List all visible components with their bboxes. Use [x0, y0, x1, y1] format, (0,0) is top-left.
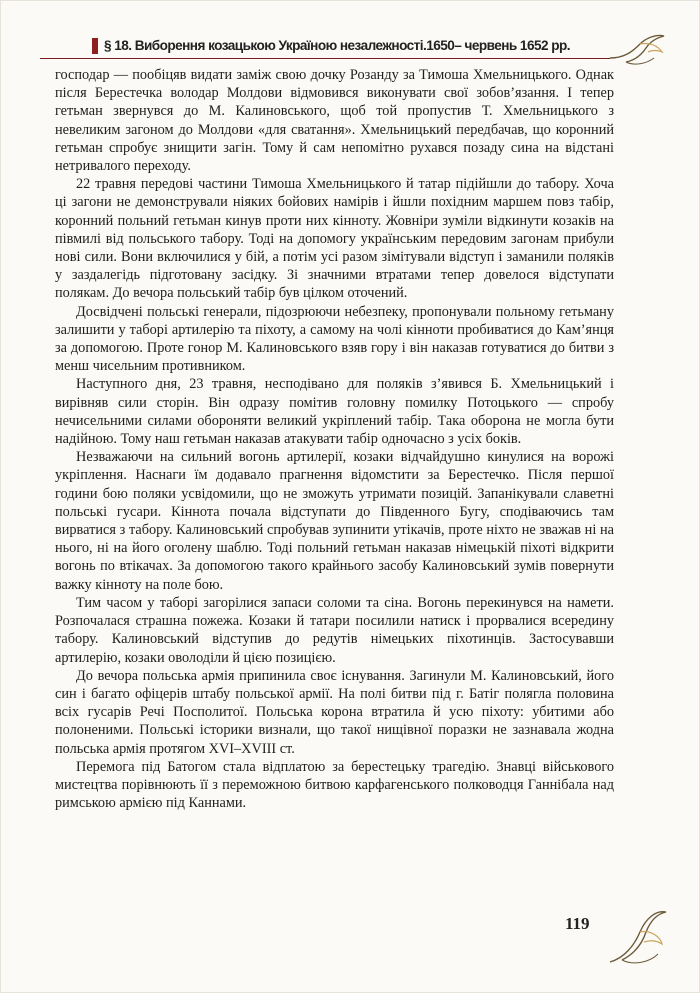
page-number: 119	[565, 914, 590, 933]
paragraph: Перемога під Батогом стала відплатою за берестецьку трагедію. Знавці військового мистецтва порівнюють її з переможною битвою карфагенського полководця Ганнібала над римською армією під Каннами.	[55, 758, 614, 812]
ornament-flourish-icon	[590, 900, 670, 970]
paragraph: 22 травня передові частини Тимоша Хмельницького й татар підійшли до табору. Хоча ці загони не демонстрували ніяких бойових намірів і йшли похідним маршем повз табір, коронний польний гетьман кинув проти них кінноту. Жовніри зуміли відкинути козаків на півмилі від польського табору. Тоді на допомогу українським передовим загонам прибули нові сили. Вони включилися у бій, а потім усі разом зімітували відступ і заманили поляків у заздалегідь підготовану засідку. Зі значними втратами тепер довелося відступати полякам. До вечора польський табір був цілком оточений.	[55, 176, 614, 302]
paragraph: Тим часом у таборі загорілися запаси соломи та сіна. Вогонь перекинувся на намети. Розпочалася страшна пожежа. Козаки й татари посилили натиск і прорвалися всередину табору. Калиновський відступив до редутів німецьких піхотинців. Застосувавши артилерію, козаки оволоділи й цією позицією.	[55, 594, 614, 666]
header-accent-bar	[92, 38, 98, 54]
body-text	[55, 66, 614, 812]
paragraph: До вечора польська армія припинила своє існування. Загинули М. Калиновський, його син і багато офіцерів штабу польської армії. На полі битви під г. Батіг полягла половина всіх гусарів Речі Посполитої. Польська корона втратила й усю піхоту: убитими або полоненими. Польські історики визнали, що такої нищівної поразки не зазнавала жодна польська армія протягом XVI–XVIII ст.	[55, 667, 614, 757]
paragraph: Досвідчені польські генерали, підозрюючи небезпеку, пропонували польному гетьману залишити у таборі артилерію та піхоту, а самому на чолі кінноти пробиватися до Кам’янця за допомогою. Проте гонор М. Калиновського взяв гору і він наказав готуватися до битви з менш чисельним противником.	[55, 303, 614, 375]
paragraph: Незважаючи на сильний вогонь артилерії, козаки відчайдушно кинулися на ворожі укріплення. Наснаги їм додавало прагнення відомстити за Берестечко. Після першої години бою поляки усвідомили, що не зможуть утримати позицій. Запанікували славетні польські гусари. Кіннота почала відступати до Південного Бугу, сподіваючись там вирватися з табору. Калиновський спробував зупинити утікачів, проте ніхто не зважав ні на нього, ні на його оголену шаблю. Тоді польний гетьман наказав німецькій піхоті відкрити вогонь по втікачах. За допомогою такого крайнього засобу Калиновський зумів повернути важку кінноту на поле бою.	[55, 449, 614, 593]
paragraph: Наступного дня, 23 травня, несподівано для поляків з’явився Б. Хмельницький і вирівняв сили сторін. Він одразу помітив головну помилку Потоцького — спробу нечисельними силами обороняти великий укріплений табір. Така оборона не могла бути надійною. Тому наш гетьман наказав атакувати табір одночасно з усіх боків.	[55, 376, 614, 448]
header-rule	[40, 58, 610, 59]
header-title: § 18. Виборення козацькою Україною незалежності.1650– червень 1652 рр.	[104, 38, 570, 53]
running-header	[40, 32, 620, 62]
paragraph: господар — пообіцяв видати заміж свою дочку Розанду за Тимоша Хмельницького. Однак після Берестечка володар Молдови відмовився виконувати свої зобов’язання. І тепер гетьман звернувся до М. Калиновського, щоб той пропустив Т. Хмельницького з невеликим загоном до Молдови «для сватання». Хмельницький передбачав, що коронний гетьман спробує знищити загін. Тому й сам непомітно рухався позаду сина на відстані нетривалого переходу.	[55, 67, 614, 175]
ornament-flourish-icon	[606, 28, 670, 72]
